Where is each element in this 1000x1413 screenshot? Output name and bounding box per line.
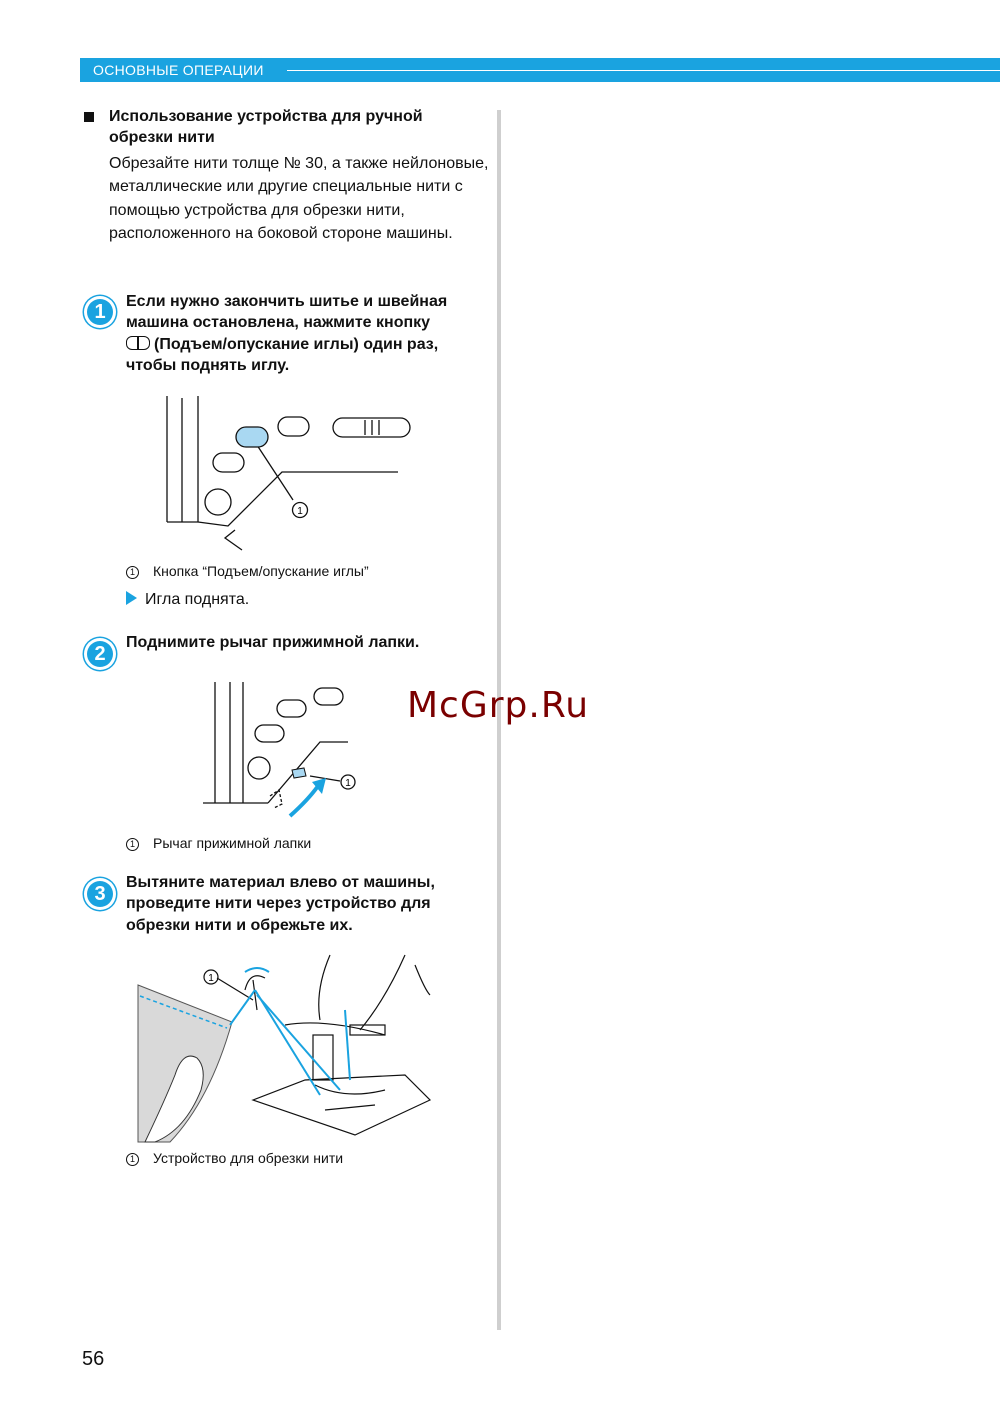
figure-thread-cutter [135, 950, 435, 1145]
caption-step-1 [126, 562, 369, 580]
caption-1-num: 1 [126, 566, 139, 579]
header-title: ОСНОВНЫЕ ОПЕРАЦИИ [93, 62, 264, 78]
section-header-bar [80, 58, 1000, 82]
watermark: McGrp.Ru [407, 685, 590, 726]
needle-position-button-icon [126, 336, 150, 350]
step-1-number: 1 [84, 296, 116, 328]
caption-3-num: 1 [126, 1153, 139, 1166]
step-2-text: Поднимите рычаг прижимной лапки. [126, 634, 420, 651]
section-title: Использование устройства для ручной обрезки нити [109, 108, 423, 146]
step-3-text: Вытяните материал влево от машины, проведите нити через устройство для обрезки нити и обрежьте их. [126, 874, 435, 934]
caption-3-text: Устройство для обрезки нити [153, 1150, 344, 1166]
step-1-text-start: Если нужно закончить шитье и швейная машина остановлена, нажмите кнопку [126, 293, 448, 332]
caption-2-text: Рычаг прижимной лапки [153, 835, 312, 851]
step-2-number: 2 [84, 638, 116, 670]
header-rule [287, 70, 1000, 71]
caption-step-3 [126, 1149, 343, 1167]
step-1-text-end: (Подъем/опускание иглы) один раз, чтобы поднять иглу. [126, 335, 439, 374]
figure-1-callout: 1 [297, 506, 303, 517]
page-number: 56 [82, 1348, 105, 1370]
figure-needle-button [150, 390, 420, 560]
caption-step-2 [126, 834, 311, 852]
needle-position-button-highlight [236, 427, 268, 447]
presser-lever-highlight [292, 768, 306, 778]
step-1-result [126, 590, 249, 610]
step-1-text [126, 291, 486, 376]
caption-1-text: Кнопка “Подъем/опускание иглы” [153, 563, 369, 579]
intro-paragraph: Обрезайте нити толще № 30, а также нейлоновые, металлические или другие специальные нити с помощью устройства для обрезки нити, расположенного на боковой стороне машины. [109, 155, 489, 242]
caption-2-num: 1 [126, 838, 139, 851]
step-3-number: 3 [84, 878, 116, 910]
figure-3-callout: 1 [208, 973, 214, 984]
section-bullet-icon [84, 112, 94, 122]
result-arrow-icon [126, 591, 137, 605]
lift-arrow-icon [290, 786, 318, 816]
step-1-result-text: Игла поднята. [145, 591, 250, 608]
figure-presser-lever [200, 678, 370, 828]
figure-2-callout: 1 [345, 778, 351, 789]
